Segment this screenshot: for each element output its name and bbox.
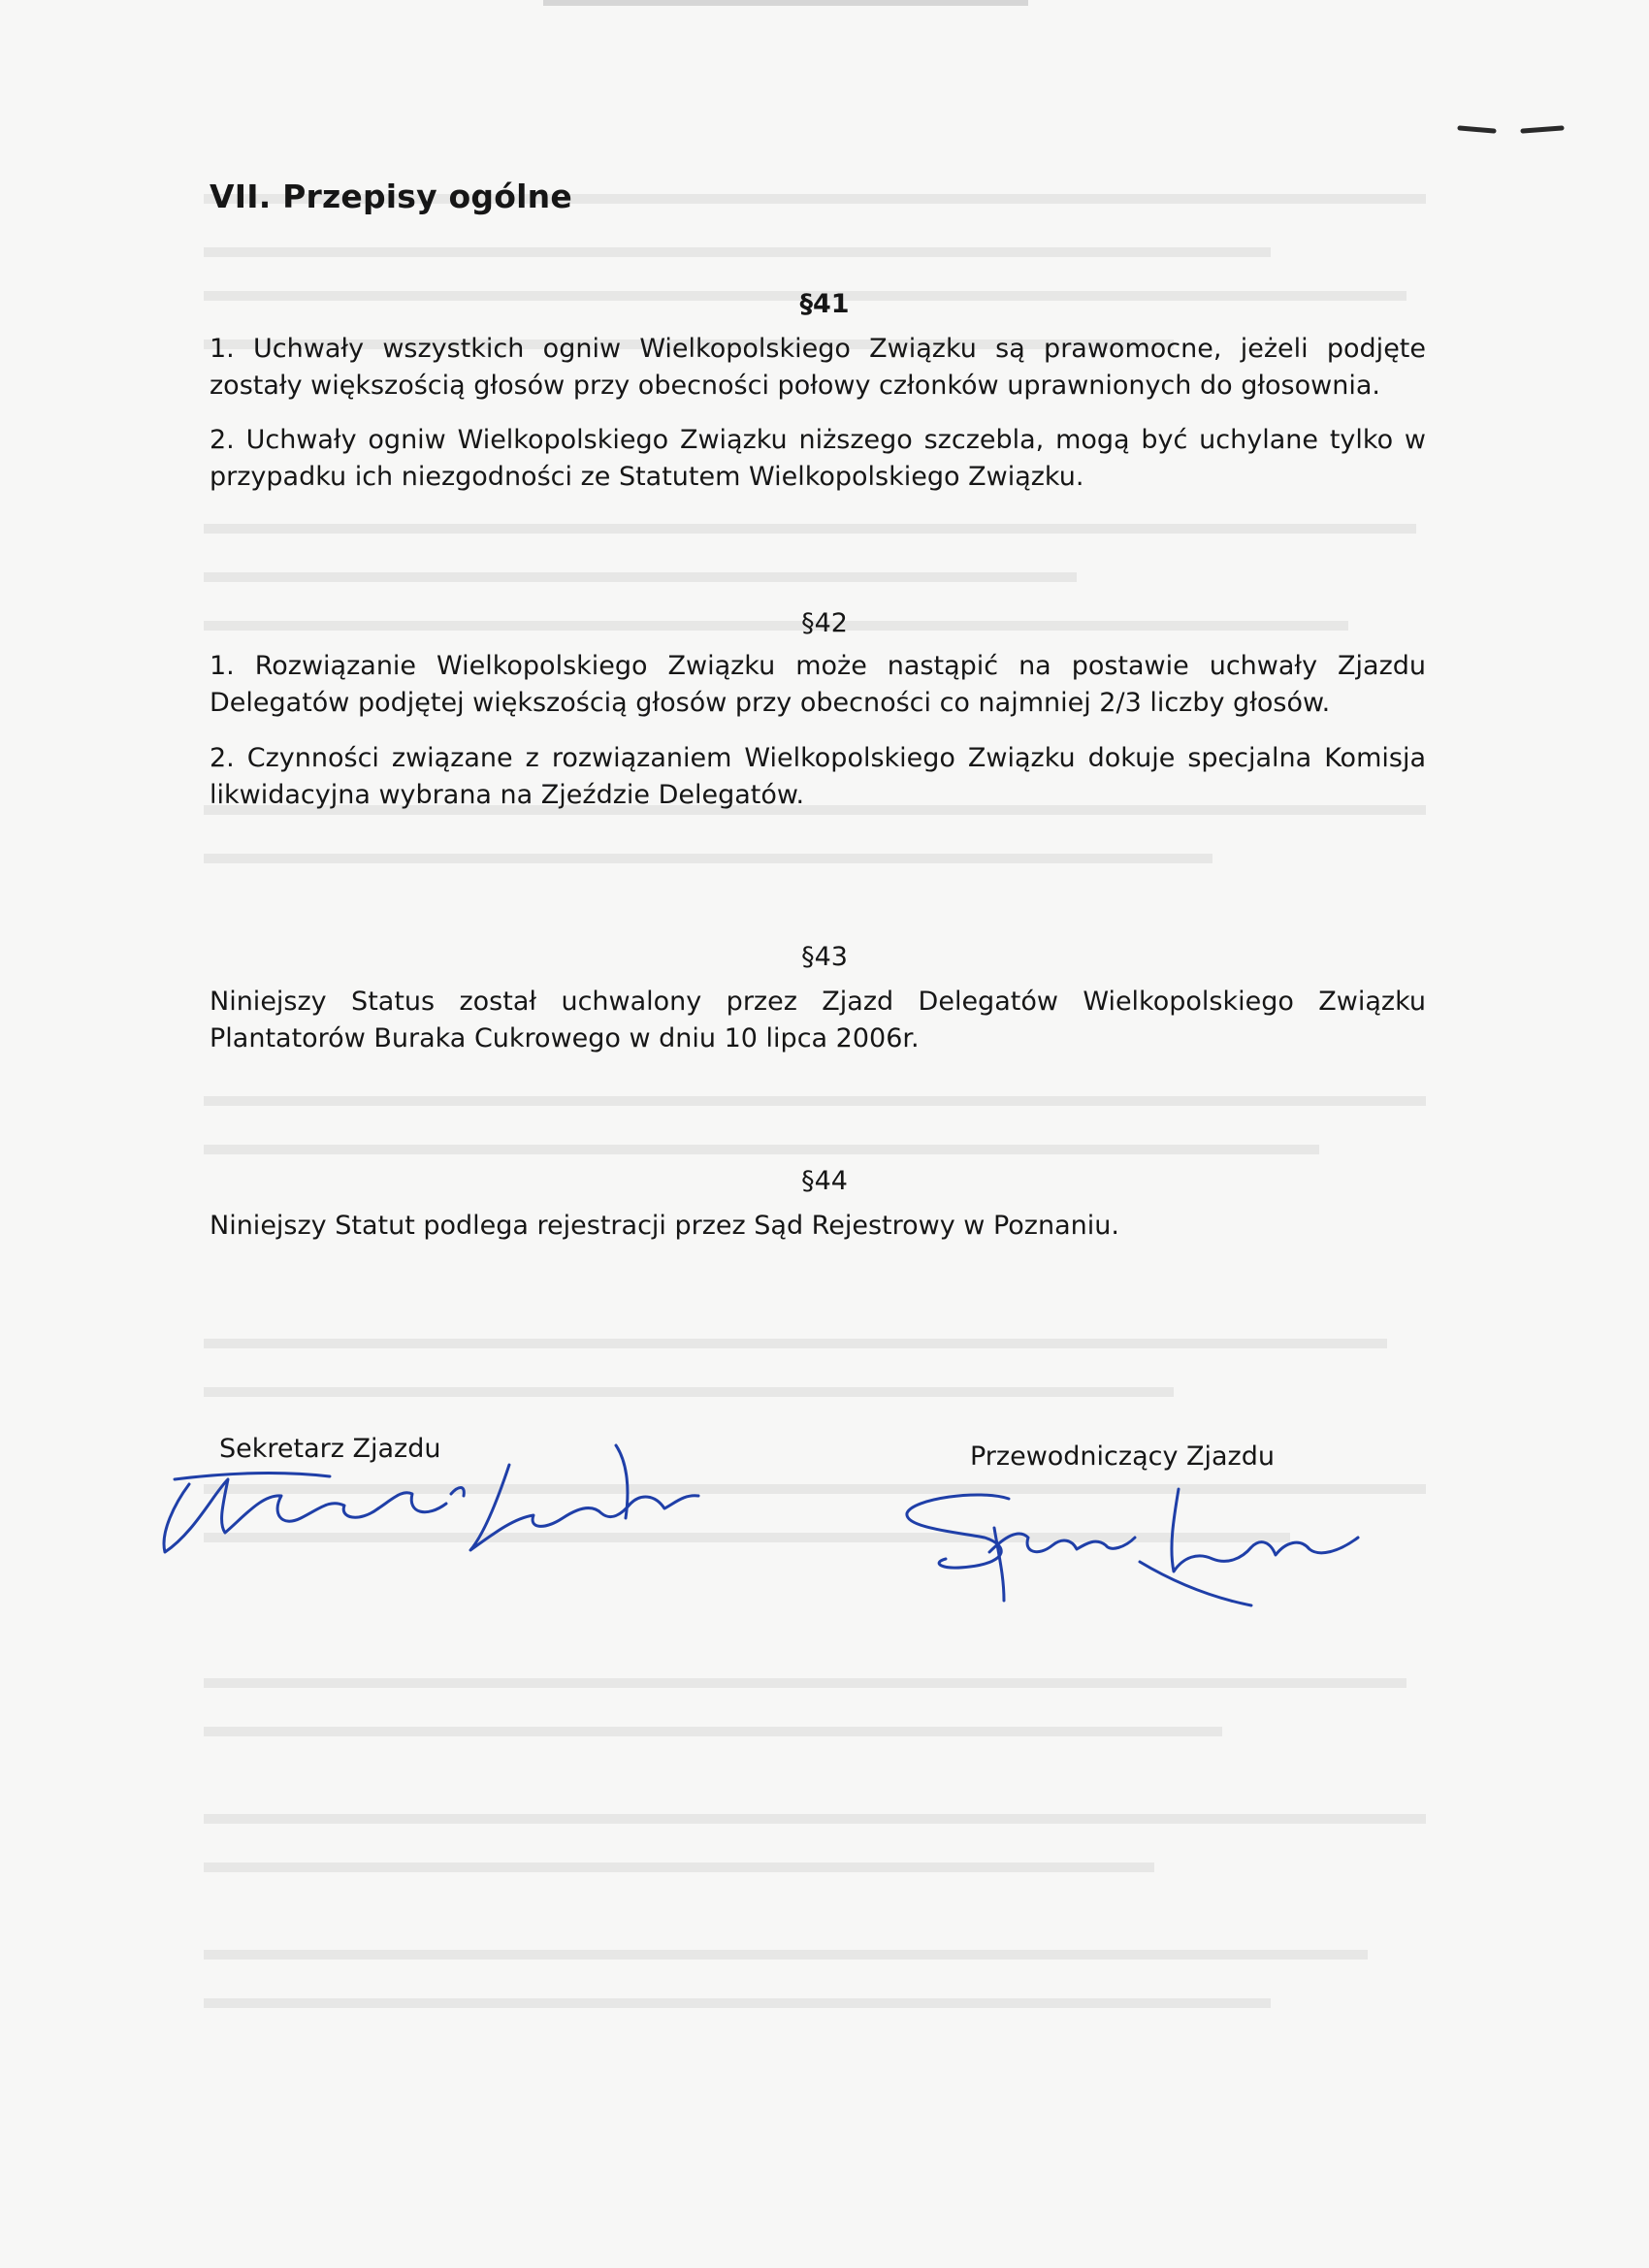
secretary-label: Sekretarz Zjazdu: [219, 1434, 441, 1464]
paragraph-44-number: §44: [801, 1166, 848, 1196]
scan-edge-mark: [1455, 116, 1581, 146]
chairman-signature: [892, 1470, 1377, 1615]
paragraph-42-item-2: 2. Czynności związane z rozwiązaniem Wielkopolskiego Związku dokuje specjalna Komisja likwidacyjna wybrana na Zjeździe Delegatów.: [210, 743, 1426, 810]
paragraph-42-number: §42: [801, 608, 848, 638]
paragraph-43-number: §43: [801, 942, 848, 972]
paragraph-42-item-1: 1. Rozwiązanie Wielkopolskiego Związku może nastąpić na postawie uchwały Zjazdu Delegatów podjętej większością głosów przy obecności co najmniej 2/3 liczby głosów.: [210, 651, 1426, 718]
paragraph-41-item-1: 1. Uchwały wszystkich ogniw Wielkopolskiego Związku są prawomocne, jeżeli podjęte zostały większością głosów przy obecności połowy członków uprawnionych do głosownia.: [210, 334, 1426, 401]
scan-top-shadow: [0, 0, 1649, 29]
paragraph-41-item-2: 2. Uchwały ogniw Wielkopolskiego Związku niższego szczebla, mogą być uchylane tylko w przypadku ich niezgodności ze Statutem Wielkopolskiego Związku.: [210, 425, 1426, 492]
secretary-signature: [136, 1426, 718, 1571]
paragraph-41-number: §41: [799, 289, 850, 319]
chairman-label: Przewodniczący Zjazdu: [970, 1442, 1275, 1472]
paragraph-44-text: Niniejszy Statut podlega rejestracji przez Sąd Rejestrowy w Poznaniu.: [210, 1211, 1119, 1241]
paragraph-43-text: Niniejszy Status został uchwalony przez Zjazd Delegatów Wielkopolskiego Związku Plantatorów Buraka Cukrowego w dniu 10 lipca 2006r.: [210, 987, 1426, 1053]
section-title: VII. Przepisy ogólne: [210, 178, 572, 215]
